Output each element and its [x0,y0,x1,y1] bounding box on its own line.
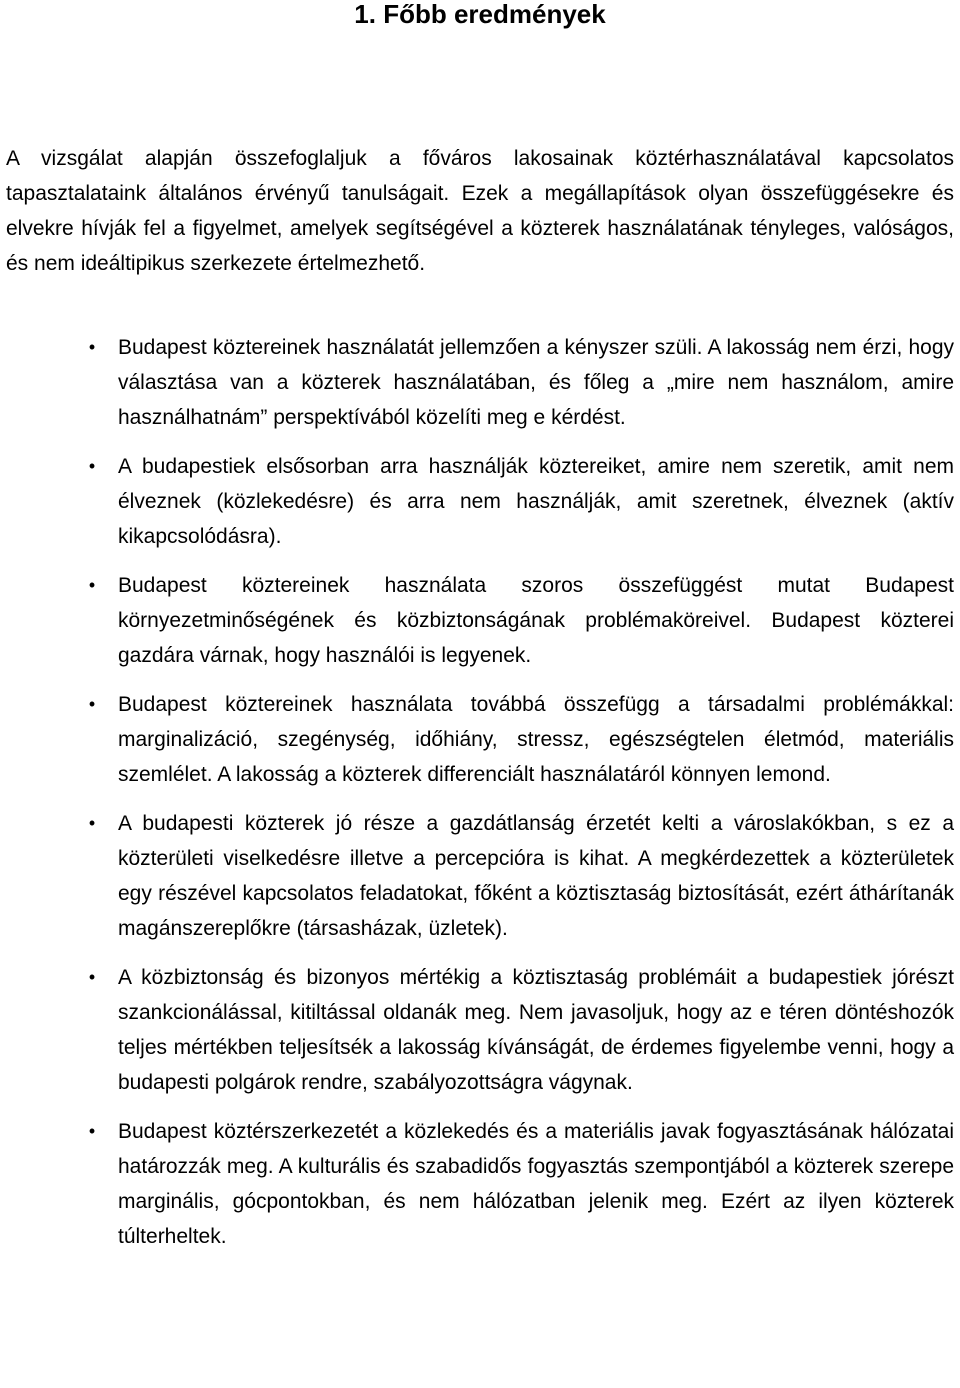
findings-list [6,330,954,1268]
section-heading: 1. Főbb eredmények [354,0,606,29]
bullet-icon: • [88,813,96,833]
finding-text: A közbiztonság és bizonyos mértékig a köztisztaság problémáit a budapestiek jórészt szankcionálással, kitiltással oldanák meg. Nem javasoljuk, hogy az e téren döntéshozók teljes mértékben teljesítsék a lakosság kívánságát, de érdemes figyelembe venni, hogy a budapesti polgárok rendre, szabályozottságra vágynak. [118,966,954,1094]
document-page [6,0,954,1248]
bullet-icon: • [88,694,96,714]
bullet-icon: • [88,456,96,476]
finding-text: Budapest köztereinek használatát jellemzően a kényszer szüli. A lakosság nem érzi, hogy választása van a közterek használatában, és főleg a „mire nem használom, amire használhatnám” perspektívából közelíti meg e kérdést. [118,336,954,429]
bullet-icon: • [88,967,96,987]
bullet-icon: • [88,337,96,357]
finding-item-3 [6,568,954,673]
finding-text: A budapestiek elsősorban arra használják köztereiket, amire nem szeretik, amit nem élveznek (közlekedésre) és arra nem használják, amit szeretnek, élveznek (aktív kikapcsolódásra). [118,455,954,548]
finding-item-6 [6,960,954,1100]
intro-paragraph: A vizsgálat alapján összefoglaljuk a főváros lakosainak köztérhasználatával kapcsolatos tapasztalataink általános érvényű tanulságait. Ezek a megállapítások olyan összefüggésekre és elvekre hívják fel a figyelmet, amelyek segítségével a közterek használatának tényleges, valóságos, és nem ideáltipikus szerkezete értelmezhető. [6,147,954,275]
finding-item-5 [6,806,954,946]
finding-text: Budapest köztereinek használata szoros összefüggést mutat Budapest környezetminőségének és közbiztonságának problémaköreivel. Budapest közterei gazdára várnak, hogy használói is legyenek. [118,574,954,667]
bullet-icon: • [88,575,96,595]
finding-item-2 [6,449,954,554]
finding-text: Budapest köztereinek használata továbbá összefügg a társadalmi problémákkal: marginalizáció, szegénység, időhiány, stressz, egészségtelen életmód, materiális szemlélet. A lakosság a közterek differenciált használatáról könnyen lemond. [118,693,954,786]
finding-text: A budapesti közterek jó része a gazdátlanság érzetét kelti a városlakókban, s ez a közterületi viselkedésre illetve a percepcióra is kihat. A megkérdezettek a közterületek egy részével kapcsolatos feladatokat, főként a köztisztaság biztosítását, ezért áthárítanák magánszereplőkre (társasházak, üzletek). [118,812,954,940]
bullet-icon: • [88,1121,96,1141]
finding-item-7 [6,1114,954,1254]
finding-item-1 [6,330,954,435]
finding-item-4 [6,687,954,792]
finding-text: Budapest köztérszerkezetét a közlekedés és a materiális javak fogyasztásának hálózatai határozzák meg. A kulturális és szabadidős fogyasztás szempontjából a közterek szerepe marginális, gócpontokban, és nem hálózatban jelenik meg. Ezért az ilyen közterek túlterheltek. [118,1120,954,1248]
